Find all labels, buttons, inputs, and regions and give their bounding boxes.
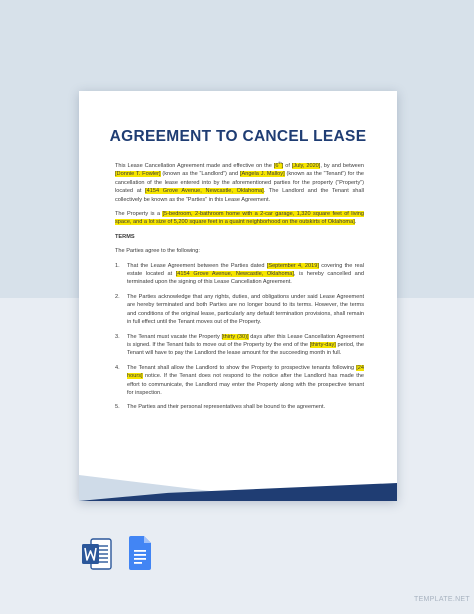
highlight-month-year: [July, 2020] xyxy=(291,163,321,169)
document-body xyxy=(115,162,364,418)
terms-heading: TERMS xyxy=(115,233,135,240)
highlight-property-description: [5-bedroom, 2-bathroom home with a 2-car garage, 1,320 square feet of living space, and a lot size of 5,200 square feet in a quaint neighborhood on the outskirts of Oklahoma] xyxy=(115,211,364,226)
document-title: AGREEMENT TO CANCEL LEASE xyxy=(109,128,367,145)
highlight-notice: [24 hours] xyxy=(127,364,364,380)
highlight-date: [September 4, 2019] xyxy=(266,262,319,269)
highlight-period: [thirty-day] xyxy=(309,341,336,348)
highlight-day: [6th] xyxy=(273,160,284,169)
google-docs-icon[interactable] xyxy=(129,536,151,570)
highlight-days: [thirty (30)] xyxy=(221,333,249,340)
terms-list xyxy=(115,262,364,412)
document-page xyxy=(79,91,397,501)
microsoft-word-icon[interactable] xyxy=(82,538,112,570)
highlight-landlord-name: [Donnie T. Fowler] xyxy=(115,171,161,178)
intro-paragraph: This Lease Cancellation Agreement made and effective on the [6th] of [July, 2020], by and between [Donnie T. Fowler] (known as the “Landlord”) and [Angela J. Malloy] (known as the “Tenant”) for the cancellation of the lease entered into by the aforementioned parties for the property (“Property”) located at [4154 Grove Avenue, Newcastle, Oklahoma]. The Landlord and the Tenant shall collectively be known as the “Parties” in this Lease Agreement. xyxy=(115,160,365,203)
property-paragraph: The Property is a [5-bedroom, 2-bathroom home with a 2-car garage, 1,320 square feet of living space, and a lot size of 5,200 square feet in a quaint neighborhood on the outskirts of Oklahoma]. xyxy=(115,211,364,226)
terms-intro: The Parties agree to the following: xyxy=(115,248,200,255)
list-item: 3. The Tenant must vacate the Property [thirty (30)] days after this Lease Cancellation Agreement is signed. If the Tenant fails to move out of the Property by the end of the [thirty-day] period, the Tenant will have to pay the Landlord the lease amount for the succeeding month in full. xyxy=(115,333,364,357)
watermark: TEMPLATE.NET xyxy=(414,596,470,603)
list-item: 4. The Tenant shall allow the Landlord to show the Property to prospective tenants following [24 hours] notice. If the Tenant does not respond to the notice after the Landlord has made the effort to communicate, the Landlord may enter the Property along with the prospective tenant for inspection. xyxy=(115,364,364,396)
list-item: 5. The Parties and their personal representatives shall be bound to the agreement. xyxy=(115,404,326,411)
list-item: 2. The Parties acknowledge that any rights, duties, and obligations under said Lease Agreement are hereby terminated and both Parties are no longer bound to its terms. However, the terms and conditions of the original lease, particularly any default termination provisions, shall remain in full effect until the Tenant moves out of the Property. xyxy=(115,293,364,326)
highlight-address: [4154 Grove Avenue, Newcastle, Oklahoma] xyxy=(145,188,264,195)
highlight-tenant-name: [Angela J. Malloy] xyxy=(239,171,285,178)
highlight-address: [4154 Grove Avenue, Newcastle, Oklahoma] xyxy=(175,271,294,278)
list-item: 1. That the Lease Agreement between the Parties dated [September 4, 2019] covering the real estate located at [4154 Grove Avenue, Newcastle, Oklahoma], is hereby cancelled and terminated upon the signing of this Lease Cancellation Agreement. xyxy=(115,262,364,286)
